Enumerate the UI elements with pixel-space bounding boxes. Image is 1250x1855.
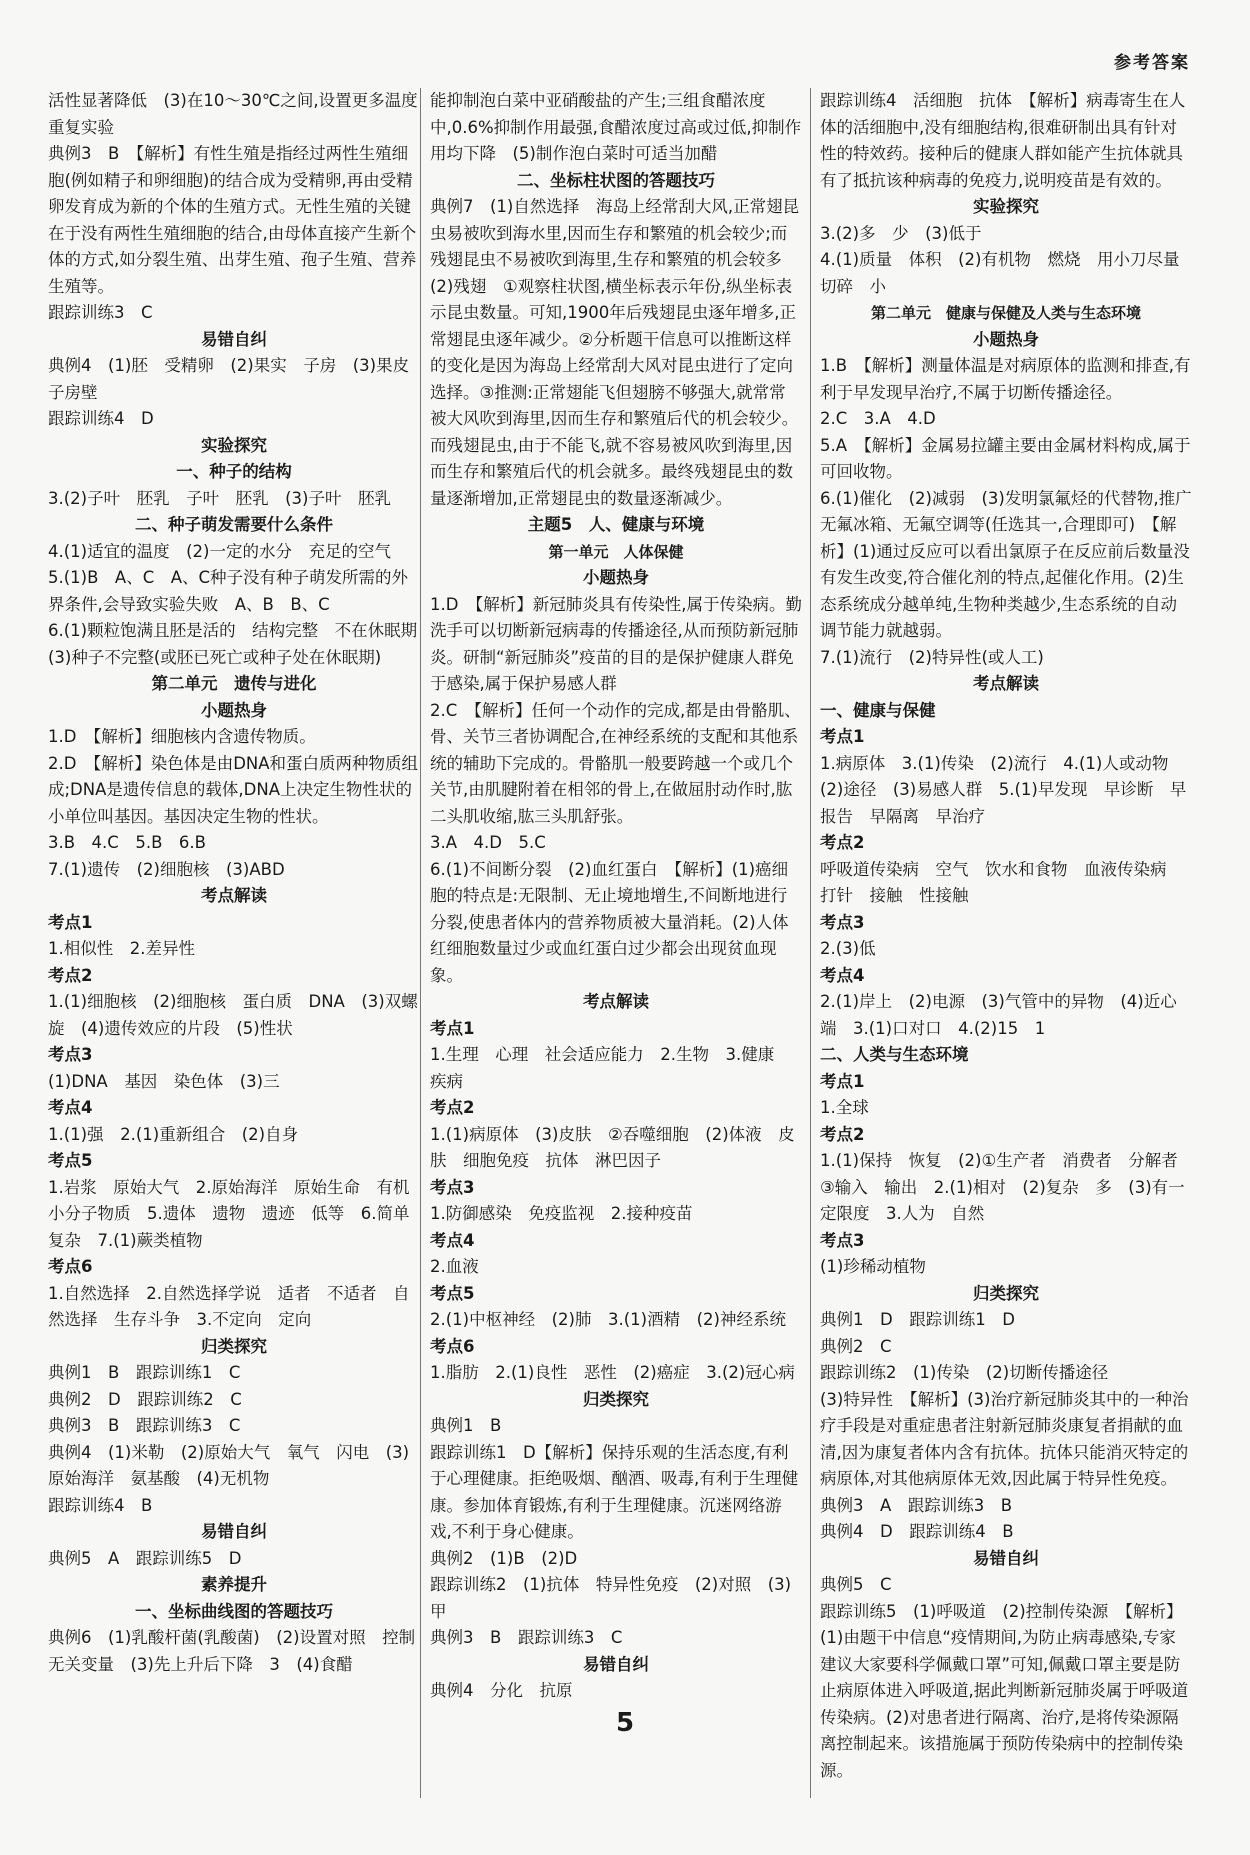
text-line: 跟踪训练4 活细胞 抗体 【解析】病毒寄生在人体的活细胞中,没有细胞结构,很难研制出具有针对性的特效药。接种后的健康人群如能产生抗体就具有了抵抗该种病毒的免疫力,说明疫苗是有效的。	[820, 91, 1186, 190]
unit-heading: 第二单元 遗传与进化	[151, 674, 317, 693]
kaodian-label: 考点4	[430, 1230, 475, 1250]
text-line: 典例4 分化 抗原	[430, 1681, 573, 1700]
column-divider	[420, 88, 421, 1798]
column-right	[820, 88, 1195, 1784]
sub-heading: 二、坐标柱状图的答题技巧	[517, 170, 715, 190]
page-header: 参考答案	[1114, 53, 1190, 73]
text-line: 3.(2)多 少 (3)低于	[820, 223, 982, 243]
kaodian-label: 考点1	[48, 912, 93, 932]
section-heading: 实验探究	[973, 197, 1039, 216]
unit-heading: 第二单元 健康与保健及人类与生态环境	[870, 304, 1141, 322]
text-line: 6.(1)不间断分裂 (2)血红蛋白 【解析】(1)癌细胞的特点是:无限制、无止境地增生,不间断地进行分裂,使患者体内的营养物质被大量消耗。(2)人体红细胞数量过少或血红蛋白过少都会出现贫血现象。	[430, 859, 789, 985]
sub-heading: 二、种子萌发需要什么条件	[135, 515, 333, 534]
text-line: 2.C 【解析】任何一个动作的完成,都是由骨骼肌、骨、关节三者协调配合,在神经系统的支配和其他系统的辅助下完成的。骨骼肌一般要跨越一个或几个关节,由肌腱附着在相邻的骨上,在做屈肘动作时,肱二头肌收缩,肱三头肌舒张。	[430, 700, 801, 826]
text-line: 1.脂肪 2.(1)良性 恶性 (2)癌症 3.(2)冠心病	[430, 1363, 795, 1382]
text-line: 1.D 【解析】细胞核内含遗传物质。	[48, 727, 316, 746]
text-line: 2.C 3.A 4.D	[820, 409, 936, 428]
text-line: 2.(3)低	[820, 939, 876, 958]
theme-heading: 主题5 人、健康与环境	[527, 515, 705, 534]
section-heading: 考点解读	[583, 992, 649, 1011]
text-line: 典例1 B 跟踪训练1 C	[48, 1363, 241, 1382]
text-line: 1.相似性 2.差异性	[48, 939, 195, 958]
kaodian-label: 考点6	[48, 1257, 93, 1276]
text-line: 1.(1)细胞核 (2)细胞核 蛋白质 DNA (3)双螺旋 (4)遗传效应的片段 (5)性状	[48, 992, 418, 1038]
section-heading: 考点解读	[973, 674, 1039, 693]
text-line: 7.(1)遗传 (2)细胞核 (3)ABD	[48, 859, 285, 879]
section-heading: 小题热身	[201, 700, 267, 720]
text-line: (1)珍稀动植物	[820, 1257, 926, 1276]
section-heading: 实验探究	[201, 435, 267, 455]
text-line: 典例3 B 跟踪训练3 C	[430, 1628, 623, 1647]
text-line: 典例1 D 跟踪训练1 D	[820, 1310, 1015, 1329]
text-line: 3.(2)子叶 胚乳 子叶 胚乳 (3)子叶 胚乳	[48, 488, 391, 508]
page-number: 5	[615, 1708, 635, 1738]
text-line: 7.(1)流行 (2)特异性(或人工)	[820, 647, 1044, 667]
text-line: 活性显著降低 (3)在10～30℃之间,设置更多温度重复实验	[48, 91, 418, 137]
section-heading: 易错自纠	[201, 1522, 267, 1541]
column-left	[48, 88, 434, 1678]
section-heading: 素养提升	[201, 1575, 267, 1594]
text-line: 1.(1)强 2.(1)重新组合 (2)自身	[48, 1124, 299, 1144]
text-line: 跟踪训练4 B	[48, 1495, 153, 1515]
text-line: 5.A 【解析】金属易拉罐主要由金属材料构成,属于可回收物。	[820, 435, 1191, 481]
text-line: 1.生理 心理 社会适应能力 2.生物 3.健康 疾病	[430, 1045, 791, 1091]
section-heading: 易错自纠	[201, 329, 267, 349]
text-line: 跟踪训练2 (1)抗体 特异性免疫 (2)对照 (3)甲	[430, 1575, 792, 1621]
kaodian-label: 考点2	[820, 833, 865, 852]
text-line: 能抑制泡白菜中亚硝酸盐的产生;三组食醋浓度中,0.6%抑制作用最强,食醋浓度过高或过低,抑制作用均下降 (5)制作泡白菜时可适当加醋	[430, 91, 802, 163]
text-line: 1.全球	[820, 1098, 869, 1117]
kaodian-label: 考点2	[820, 1124, 865, 1144]
text-line: 典例5 A 跟踪训练5 D	[48, 1548, 242, 1568]
text-line: 跟踪训练2 (1)传染 (2)切断传播途径	[820, 1363, 1109, 1382]
text-line: 1.自然选择 2.自然选择学说 适者 不适者 自然选择 生存斗争 3.不定向 定向	[48, 1283, 410, 1329]
section-heading: 归类探究	[973, 1283, 1039, 1303]
text-line: 4.(1)质量 体积 (2)有机物 燃烧 用小刀尽量切碎 小	[820, 250, 1180, 296]
sub-heading: 一、健康与保健	[820, 700, 936, 720]
sub-heading: 一、坐标曲线图的答题技巧	[135, 1601, 333, 1621]
text-line: 1.防御感染 免疫监视 2.接种疫苗	[430, 1204, 693, 1223]
text-line: 跟踪训练1 D【解析】保持乐观的生活态度,有利于心理健康。拒绝吸烟、酗酒、吸毒,有利于生理健康。参加体育锻炼,有利于生理健康。沉迷网络游戏,不利于身心健康。	[430, 1442, 799, 1541]
text-line: 呼吸道传染病 空气 饮水和食物 血液传染病 打针 接触 性接触	[820, 859, 1183, 905]
text-line: 2.血液	[430, 1257, 479, 1276]
text-line: 4.(1)适宜的温度 (2)一定的水分 充足的空气	[48, 541, 391, 561]
text-line: 1.(1)保持 恢复 (2)①生产者 消费者 分解者 ③输入 输出 2.(1)相对 (2)复杂 多 (3)有一定限度 3.人为 自然	[820, 1151, 1195, 1223]
text-line: 3.A 4.D 5.C	[430, 833, 546, 852]
text-line: (1)DNA 基因 染色体 (3)三	[48, 1071, 280, 1091]
text-line: 典例3 B 跟踪训练3 C	[48, 1416, 241, 1435]
text-line: 典例3 A 跟踪训练3 B	[820, 1495, 1013, 1515]
text-line: 2.D 【解析】染色体是由DNA和蛋白质两种物质组成;DNA是遗传信息的载体,DNA上决定生物性状的小单位叫基因。基因决定生物的性状。	[48, 753, 419, 826]
text-line: 典例4 (1)胚 受精卵 (2)果实 子房 (3)果皮 子房壁	[48, 356, 426, 402]
text-line: 跟踪训练4 D	[48, 409, 154, 428]
kaodian-label: 考点5	[430, 1283, 475, 1303]
kaodian-label: 考点1	[430, 1018, 475, 1038]
kaodian-label: 考点4	[820, 965, 865, 985]
text-line: 典例2 (1)B (2)D	[430, 1548, 578, 1568]
text-line: 典例5 C	[820, 1575, 892, 1594]
kaodian-label: 考点4	[48, 1098, 93, 1117]
text-line: 典例2 C	[820, 1336, 892, 1356]
kaodian-label: 考点1	[820, 1071, 865, 1091]
kaodian-label: 考点1	[820, 727, 865, 746]
kaodian-label: 考点3	[48, 1045, 93, 1064]
kaodian-label: 考点2	[48, 965, 93, 985]
text-line: 典例3 B 【解析】有性生殖是指经过两性生殖细胞(例如精子和卵细胞)的结合成为受精卵,再由受精卵发育成为新的个体的生殖方式。无性生殖的关键在于没有两性生殖细胞的结合,由母体直接产生新个体的方式,如分裂生殖、出芽生殖、孢子生殖、营养生殖等。	[48, 144, 417, 296]
text-line: 5.(1)B A、C A、C种子没有种子萌发所需的外界条件,会导致实验失败 A、B B、C	[48, 568, 409, 614]
kaodian-label: 考点6	[430, 1336, 475, 1356]
text-line: 1.病原体 3.(1)传染 (2)流行 4.(1)人或动物 (2)途径 (3)易感人群 5.(1)早发现 早诊断 早报告 早隔离 早治疗	[820, 753, 1187, 826]
text-line: 1.岩浆 原始大气 2.原始海洋 原始生命 有机小分子物质 5.遗体 遗物 遗迹 低等 6.简单 复杂 7.(1)蕨类植物	[48, 1177, 426, 1250]
text-line: 2.(1)中枢神经 (2)肺 3.(1)酒精 (2)神经系统	[430, 1310, 786, 1329]
text-line: 6.(1)催化 (2)减弱 (3)发明氯氟烃的代替物,推广无氟冰箱、无氟空调等(任选其一,合理即可) 【解析】(1)通过反应可以看出氯原子在反应前后数量没有发生改变,符合催化剂的特点,起催化作用。(2)生态系统成分越单纯,生物种类越少,生态系统的自动调节能力就越弱。	[820, 488, 1192, 640]
text-line: 典例7 (1)自然选择 海岛上经常刮大风,正常翅昆虫易被吹到海水里,因而生存和繁殖的机会较少;而残翅昆虫不易被吹到海里,生存和繁殖的机会较多 (2)残翅 ①观察柱状图,横坐标表示年份,纵坐标表示昆虫数量。可知,1900年后残翅昆虫逐年增多,正常翅昆虫逐年减少。②分析题干信息可以推断这样的变化是因为海岛上经常刮大风对昆虫进行了定向选择。③推测:正常翅能飞但翅膀不够强大,就常常被大风吹到海里,因而生存和繁殖后代的机会较少。而残翅昆虫,由于不能飞,就不容易被风吹到海里,因而生存和繁殖后代的机会就多。最终残翅昆虫的数量逐渐增加,正常翅昆虫的数量逐渐减少。	[430, 197, 800, 508]
kaodian-label: 考点2	[430, 1098, 475, 1117]
section-heading: 小题热身	[973, 329, 1039, 349]
kaodian-label: 考点3	[820, 912, 865, 932]
section-heading: 考点解读	[201, 886, 267, 905]
unit-heading: 第一单元 人体保健	[548, 542, 684, 561]
kaodian-label: 考点3	[430, 1177, 475, 1197]
kaodian-label: 考点3	[820, 1230, 865, 1250]
sub-heading: 二、人类与生态环境	[820, 1045, 969, 1064]
text-line: 1.(1)病原体 (3)皮肤 ②吞噬细胞 (2)体液 皮肤 细胞免疫 抗体 淋巴因子	[430, 1124, 795, 1170]
sub-heading: 一、种子的结构	[176, 462, 292, 481]
section-heading: 归类探究	[583, 1389, 649, 1409]
section-heading: 归类探究	[201, 1336, 267, 1356]
section-heading: 易错自纠	[583, 1654, 649, 1674]
text-line: 典例4 (1)米勒 (2)原始大气 氧气 闪电 (3)原始海洋 氨基酸 (4)无机物	[48, 1442, 410, 1488]
text-line: 典例1 B	[430, 1416, 502, 1435]
section-heading: 小题热身	[583, 568, 649, 587]
column-divider	[810, 88, 811, 1798]
text-line: 2.(1)岸上 (2)电源 (3)气管中的异物 (4)近心端 3.(1)口对口 4.(2)15 1	[820, 992, 1177, 1038]
text-line: 1.B 【解析】测量体温是对病原体的监测和排查,有利于早发现早治疗,不属于切断传播途径。	[820, 356, 1191, 402]
section-heading: 易错自纠	[973, 1548, 1039, 1568]
text-line: 典例4 D 跟踪训练4 B	[820, 1522, 1014, 1541]
text-line: 跟踪训练5 (1)呼吸道 (2)控制传染源 【解析】(1)由题干中信息“疫情期间,为防止病毒感染,专家建议大家要科学佩戴口罩”可知,佩戴口罩主要是防止病原体进入呼吸道,据此判断新冠肺炎属于呼吸道传染病。(2)对患者进行隔离、治疗,是将传染源隔离控制起来。该措施属于预防传染病中的控制传染源。	[820, 1601, 1189, 1780]
column-middle	[430, 88, 802, 1705]
text-line: (3)特异性 【解析】(3)治疗新冠肺炎其中的一种治疗手段是对重症患者注射新冠肺炎康复者捐献的血清,因为康复者体内含有抗体。抗体只能消灭特定的病原体,对其他病原体无效,因此属于特异性免疫。	[820, 1389, 1189, 1488]
text-line: 6.(1)颗粒饱满且胚是活的 结构完整 不在休眠期 (3)种子不完整(或胚已死亡或种子处在休眠期)	[48, 621, 434, 667]
text-line: 典例2 D 跟踪训练2 C	[48, 1389, 242, 1409]
text-line: 典例6 (1)乳酸杆菌(乳酸菌) (2)设置对照 控制无关变量 (3)先上升后下降 3 (4)食醋	[48, 1628, 416, 1674]
kaodian-label: 考点5	[48, 1151, 93, 1170]
text-line: 跟踪训练3 C	[48, 303, 153, 322]
text-line: 1.D 【解析】新冠肺炎具有传染性,属于传染病。勤洗手可以切断新冠病毒的传播途径,从而预防新冠肺炎。研制“新冠肺炎”疫苗的目的是保护健康人群免于感染,属于保护易感人群	[430, 594, 802, 693]
text-line: 3.B 4.C 5.B 6.B	[48, 833, 206, 852]
